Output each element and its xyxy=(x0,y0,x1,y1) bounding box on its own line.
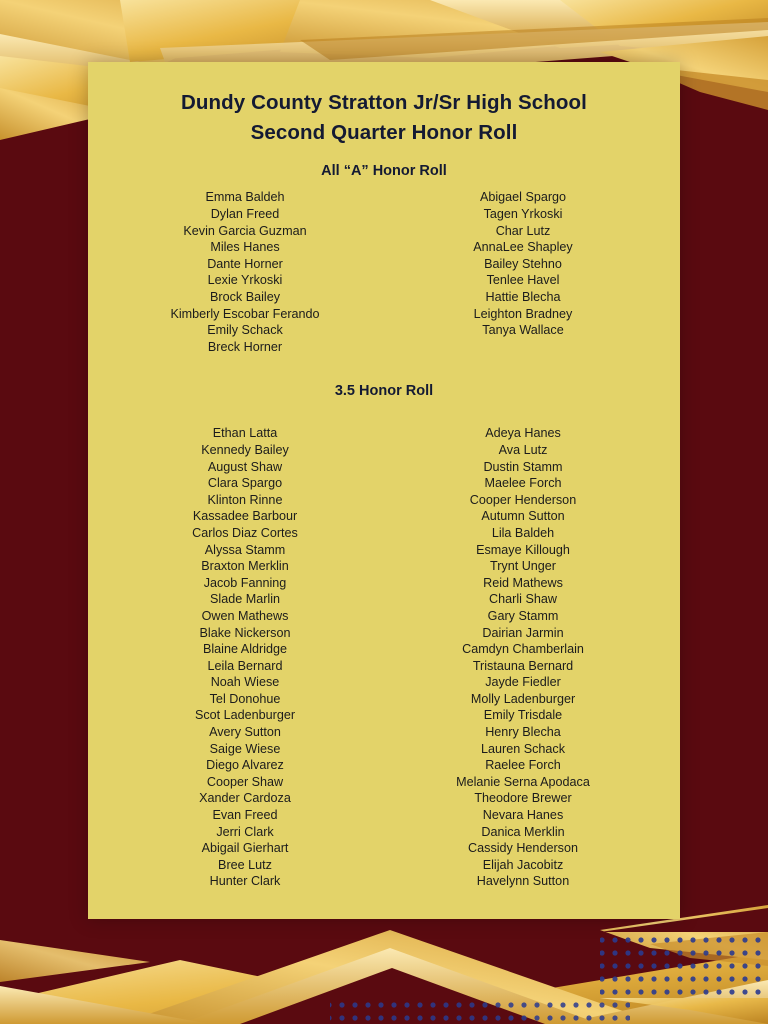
list-item: Reid Mathews xyxy=(483,575,563,590)
list-item: Cooper Shaw xyxy=(206,774,284,789)
list-item: Elijah Jacobitz xyxy=(482,857,564,872)
list-item: Molly Ladenburger xyxy=(470,691,576,706)
list-item: Havelynn Sutton xyxy=(476,874,570,889)
list-item: Leila Bernard xyxy=(207,658,283,673)
list-item: Tagen Yrkoski xyxy=(483,207,563,222)
list-item: Adeya Hanes xyxy=(485,426,561,441)
list-item: Clara Spargo xyxy=(207,476,283,491)
list-item: Hattie Blecha xyxy=(485,290,561,304)
list-item: Diego Alvarez xyxy=(206,758,284,773)
list-item: Dylan Freed xyxy=(210,207,280,222)
list-item: Charli Shaw xyxy=(489,592,557,607)
list-item: Camdyn Chamberlain xyxy=(462,642,584,657)
list-item: Tel Donohue xyxy=(209,691,281,706)
list-item: Raelee Forch xyxy=(485,758,561,773)
list-item: Bree Lutz xyxy=(218,857,272,872)
list-item: Scot Ladenburger xyxy=(194,708,296,723)
list-item: Hunter Clark xyxy=(209,874,281,889)
list-item: Jacob Fanning xyxy=(203,575,287,590)
list-item: Slade Marlin xyxy=(210,592,280,607)
list-item: Blaine Aldridge xyxy=(202,642,288,657)
list-item: Tenlee Havel xyxy=(486,273,560,288)
list-item: Alyssa Stamm xyxy=(204,542,286,557)
list-item: Abigael Spargo xyxy=(479,190,567,205)
list-item: Breck Horner xyxy=(207,339,283,354)
list-item: Saige Wiese xyxy=(209,741,281,756)
list-item: Carlos Diaz Cortes xyxy=(192,525,298,540)
list-item: Emma Baldeh xyxy=(205,190,285,205)
list-item: Emily Schack xyxy=(207,323,283,338)
list-item: Danica Merklin xyxy=(481,824,565,839)
list-item: Kassadee Barbour xyxy=(192,509,298,524)
page-title-line-2: Second Quarter Honor Roll xyxy=(250,120,518,144)
honor-roll-document xyxy=(88,62,680,919)
section-heading-3-5: 3.5 Honor Roll xyxy=(334,383,434,400)
page-title xyxy=(106,88,662,147)
all-a-right-column xyxy=(384,189,662,338)
list-item: Henry Blecha xyxy=(485,725,561,740)
list-item: August Shaw xyxy=(207,459,283,474)
honor-roll-3-5-right-column xyxy=(384,425,662,890)
list-item: Braxton Merklin xyxy=(201,559,289,574)
list-item: Tanya Wallace xyxy=(482,323,564,338)
honor-roll-3-5-left-column xyxy=(106,425,384,890)
section-heading-all-a: All “A” Honor Roll xyxy=(321,163,447,180)
list-item: Tristauna Bernard xyxy=(472,658,574,673)
all-a-left-column xyxy=(106,189,384,355)
list-item: Char Lutz xyxy=(495,223,551,238)
list-item: Kevin Garcia Guzman xyxy=(183,223,307,238)
list-item: Dustin Stamm xyxy=(483,459,563,474)
list-item: Blake Nickerson xyxy=(199,625,291,640)
list-item: Emily Trisdale xyxy=(483,708,563,723)
list-item: Klinton Rinne xyxy=(207,492,283,507)
list-item: Jayde Fiedler xyxy=(485,675,561,690)
list-item: Jerri Clark xyxy=(216,824,274,839)
list-item: Kennedy Bailey xyxy=(201,442,289,457)
list-item: Dante Horner xyxy=(207,256,283,271)
list-item: Brock Bailey xyxy=(210,290,280,304)
list-item: Lauren Schack xyxy=(480,741,565,756)
list-item: Avery Sutton xyxy=(209,725,281,740)
list-item: Kimberly Escobar Ferando xyxy=(170,306,320,321)
list-item: Lexie Yrkoski xyxy=(207,273,283,288)
list-item: Nevara Hanes xyxy=(482,808,564,823)
list-item: Maelee Forch xyxy=(484,476,562,491)
list-item: Leighton Bradney xyxy=(473,306,573,321)
list-item: Cassidy Henderson xyxy=(468,841,578,856)
list-item: Ava Lutz xyxy=(498,442,548,457)
honor-roll-3-5-columns xyxy=(106,425,662,890)
list-item: Abigail Gierhart xyxy=(201,841,289,856)
list-item: Autumn Sutton xyxy=(481,509,565,524)
list-item: Bailey Stehno xyxy=(484,256,562,271)
list-item: Lila Baldeh xyxy=(491,525,555,540)
list-item: Owen Mathews xyxy=(201,608,289,623)
list-item: Gary Stamm xyxy=(487,608,559,623)
list-item: Melanie Serna Apodaca xyxy=(456,774,590,789)
list-item: Xander Cardoza xyxy=(199,791,291,806)
list-item: Trynt Unger xyxy=(489,559,557,574)
page-title-line-1: Dundy County Stratton Jr/Sr High School xyxy=(181,91,587,114)
list-item: Evan Freed xyxy=(212,808,278,823)
all-a-honor-roll-columns xyxy=(106,189,662,355)
list-item: Noah Wiese xyxy=(210,675,280,690)
list-item: Dairian Jarmin xyxy=(482,625,564,640)
list-item: AnnaLee Shapley xyxy=(473,240,573,255)
list-item: Cooper Henderson xyxy=(469,492,577,507)
list-item: Miles Hanes xyxy=(210,240,280,255)
list-item: Theodore Brewer xyxy=(474,791,572,806)
list-item: Esmaye Killough xyxy=(476,542,570,557)
list-item: Ethan Latta xyxy=(212,426,278,441)
